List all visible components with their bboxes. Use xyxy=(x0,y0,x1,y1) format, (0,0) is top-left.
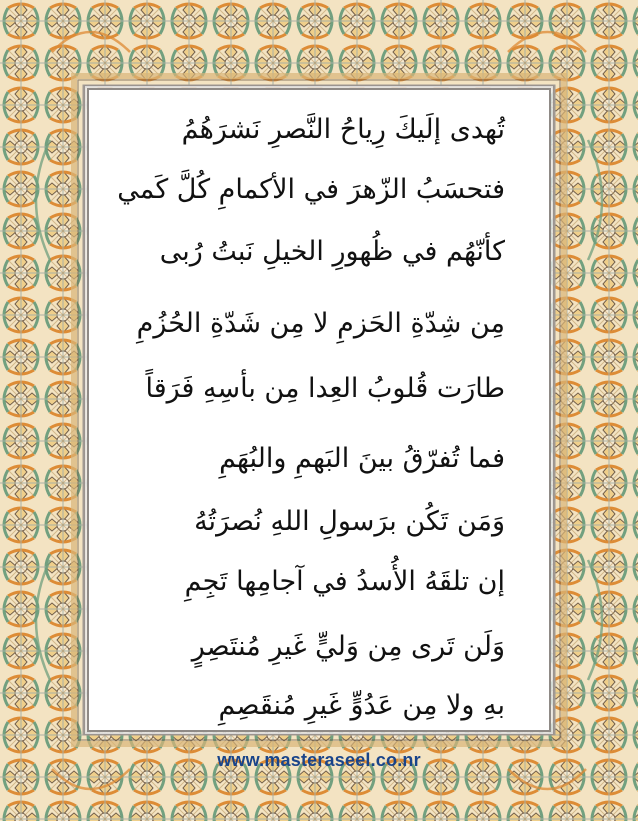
website-url: www.masteraseel.co.nr xyxy=(217,750,421,770)
poem-verse-line-10: بهِ ولا مِن عَدُوٍّ غَيرِ مُنقَصِمِ xyxy=(218,690,505,721)
poem-verse-line-7: وَمَن تَكُن برَسولِ اللهِ نُصرَتُهُ xyxy=(194,506,505,537)
poem-verse-line-1: تُهدى إلَيكَ رِياحُ النَّصرِ نَشرَهُمُ xyxy=(181,114,505,145)
poem-verse-line-5: طارَت قُلوبُ العِدا مِن بأسِهِ فَرَقاً xyxy=(145,373,505,404)
poem-verse-line-2: فتحسَبُ الزّهرَ في الأكمامِ كُلَّ كَمي xyxy=(117,174,505,205)
poem-panel xyxy=(87,88,551,732)
poem-verse-line-8: إن تلقَهُ الأُسدُ في آجامِها تَجِمِ xyxy=(184,566,505,597)
poem-verse-line-9: وَلَن تَرى مِن وَليٍّ غَيرِ مُنتَصِرٍ xyxy=(191,631,505,662)
poem-verse-line-6: فما تُفرّقُ بينَ البَهمِ والبُهَمِ xyxy=(219,443,505,474)
poem-verse-line-4: مِن شِدّةِ الحَزمِ لا مِن شَدّةِ الحُزُمِ xyxy=(136,308,505,339)
poem-text-block xyxy=(117,110,505,721)
poem-verse-line-3: كأنّهُم في ظُهورِ الخيلِ نَبتُ رُبى xyxy=(159,236,505,267)
